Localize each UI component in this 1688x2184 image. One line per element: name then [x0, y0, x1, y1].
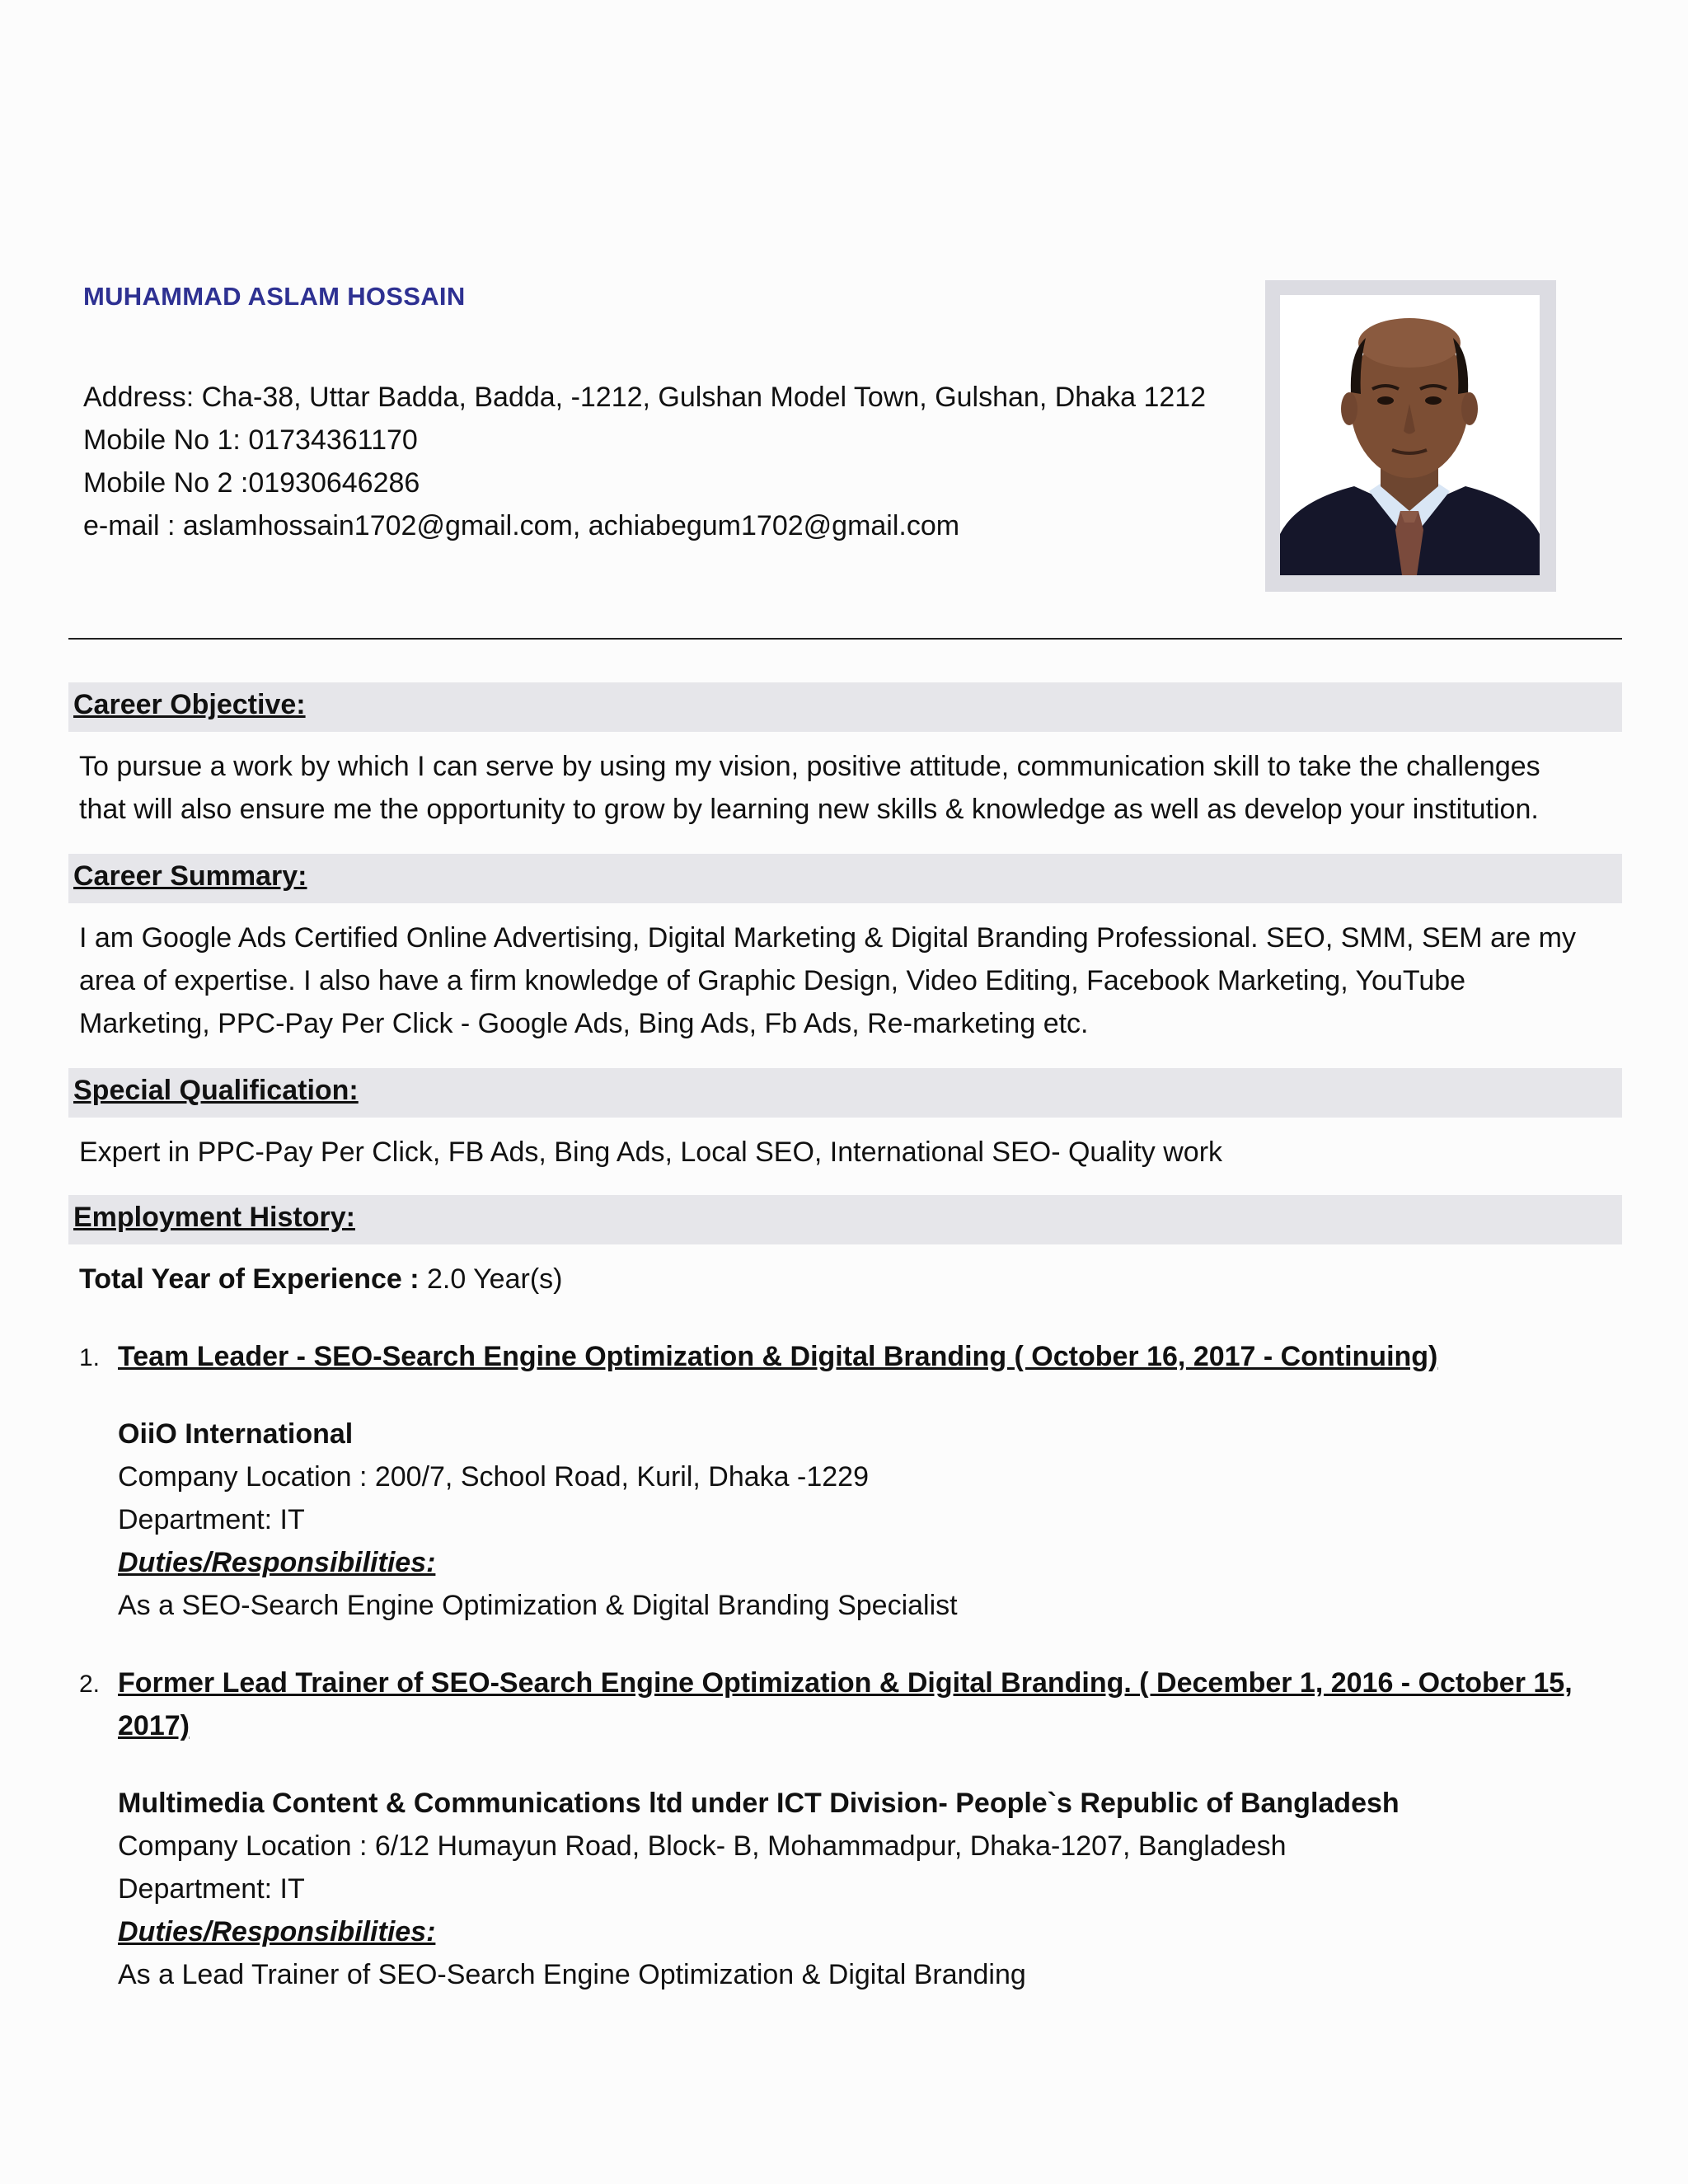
paragraph-line: that will also ensure me the opportunity to grow by learning new skills & knowledge as well as develop your institution. — [79, 794, 1539, 825]
job-title: Team Leader - SEO-Search Engine Optimization & Digital Branding ( October 16, 2017 - Continuing) — [118, 1341, 1438, 1372]
paragraph-line: I am Google Ads Certified Online Advertising, Digital Marketing & Digital Branding Professional. SEO, SMM, SEM are my — [79, 922, 1576, 954]
job-1 — [118, 1335, 1626, 1627]
duties-label: Duties/Responsibilities: — [118, 1916, 436, 1947]
address-line: Address: Cha-38, Uttar Badda, Badda, -1212, Gulshan Model Town, Gulshan, Dhaka 1212 — [83, 382, 1207, 413]
department: Department: IT — [118, 1873, 305, 1905]
list-number: 2. — [79, 1671, 101, 1698]
section-title: Career Objective: — [73, 689, 306, 720]
career-summary-text — [79, 916, 1629, 1045]
contact-block — [83, 376, 1206, 547]
job-number — [79, 1661, 100, 1706]
paragraph-line: Marketing, PPC-Pay Per Click - Google Ads, Bing Ads, Fb Ads, Re-marketing etc. — [79, 1008, 1089, 1039]
candidate-name: MUHAMMAD ASLAM HOSSAIN — [83, 282, 466, 311]
job-number — [79, 1335, 100, 1380]
company-location: Company Location : 200/7, School Road, Kuril, Dhaka -1229 — [118, 1461, 869, 1493]
job-2 — [118, 1661, 1626, 1996]
career-objective-text — [79, 745, 1629, 831]
mobile-1-line: Mobile No 1: 01734361170 — [83, 424, 418, 456]
section-title: Special Qualification: — [73, 1075, 359, 1106]
header-divider — [68, 638, 1622, 640]
paragraph-line: To pursue a work by which I can serve by using my vision, positive attitude, communication skill to take the challenges — [79, 751, 1540, 782]
section-header-career-summary — [68, 854, 1622, 903]
company-name: OiiO International — [118, 1418, 354, 1450]
profile-photo-frame — [1265, 280, 1556, 592]
paragraph-line: area of expertise. I also have a firm knowledge of Graphic Design, Video Editing, Facebook Marketing, YouTube — [79, 965, 1466, 996]
duties-text: As a SEO-Search Engine Optimization & Digital Branding Specialist — [118, 1590, 958, 1621]
job-title: Former Lead Trainer of SEO-Search Engine Optimization & Digital Branding. ( December 1, 2016 - October 15, 2017) — [118, 1667, 1573, 1741]
duties-text: As a Lead Trainer of SEO-Search Engine Optimization & Digital Branding — [118, 1959, 1026, 1990]
mobile-2-line: Mobile No 2 :01930646286 — [83, 467, 420, 499]
email-line: e-mail : aslamhossain1702@gmail.com, achiabegum1702@gmail.com — [83, 510, 960, 541]
total-experience-label: Total Year of Experience : — [79, 1263, 420, 1295]
department: Department: IT — [118, 1504, 305, 1535]
duties-label: Duties/Responsibilities: — [118, 1547, 436, 1578]
company-location: Company Location : 6/12 Humayun Road, Block- B, Mohammadpur, Dhaka-1207, Bangladesh — [118, 1830, 1287, 1862]
total-experience-value: 2.0 Year(s) — [419, 1263, 563, 1295]
section-header-career-objective — [68, 682, 1622, 732]
profile-photo — [1280, 295, 1540, 575]
total-experience — [79, 1258, 1629, 1301]
section-header-employment-history — [68, 1195, 1622, 1244]
portrait-illustration — [1280, 295, 1540, 575]
company-name: Multimedia Content & Communications ltd under ICT Division- People`s Republic of Bangladesh — [118, 1788, 1400, 1819]
section-title: Employment History: — [73, 1202, 355, 1233]
section-title: Career Summary: — [73, 860, 307, 892]
special-qualification-text: Expert in PPC-Pay Per Click, FB Ads, Bing Ads, Local SEO, International SEO- Quality work — [79, 1137, 1223, 1168]
list-number: 1. — [79, 1344, 101, 1371]
section-header-special-qualification — [68, 1068, 1622, 1118]
